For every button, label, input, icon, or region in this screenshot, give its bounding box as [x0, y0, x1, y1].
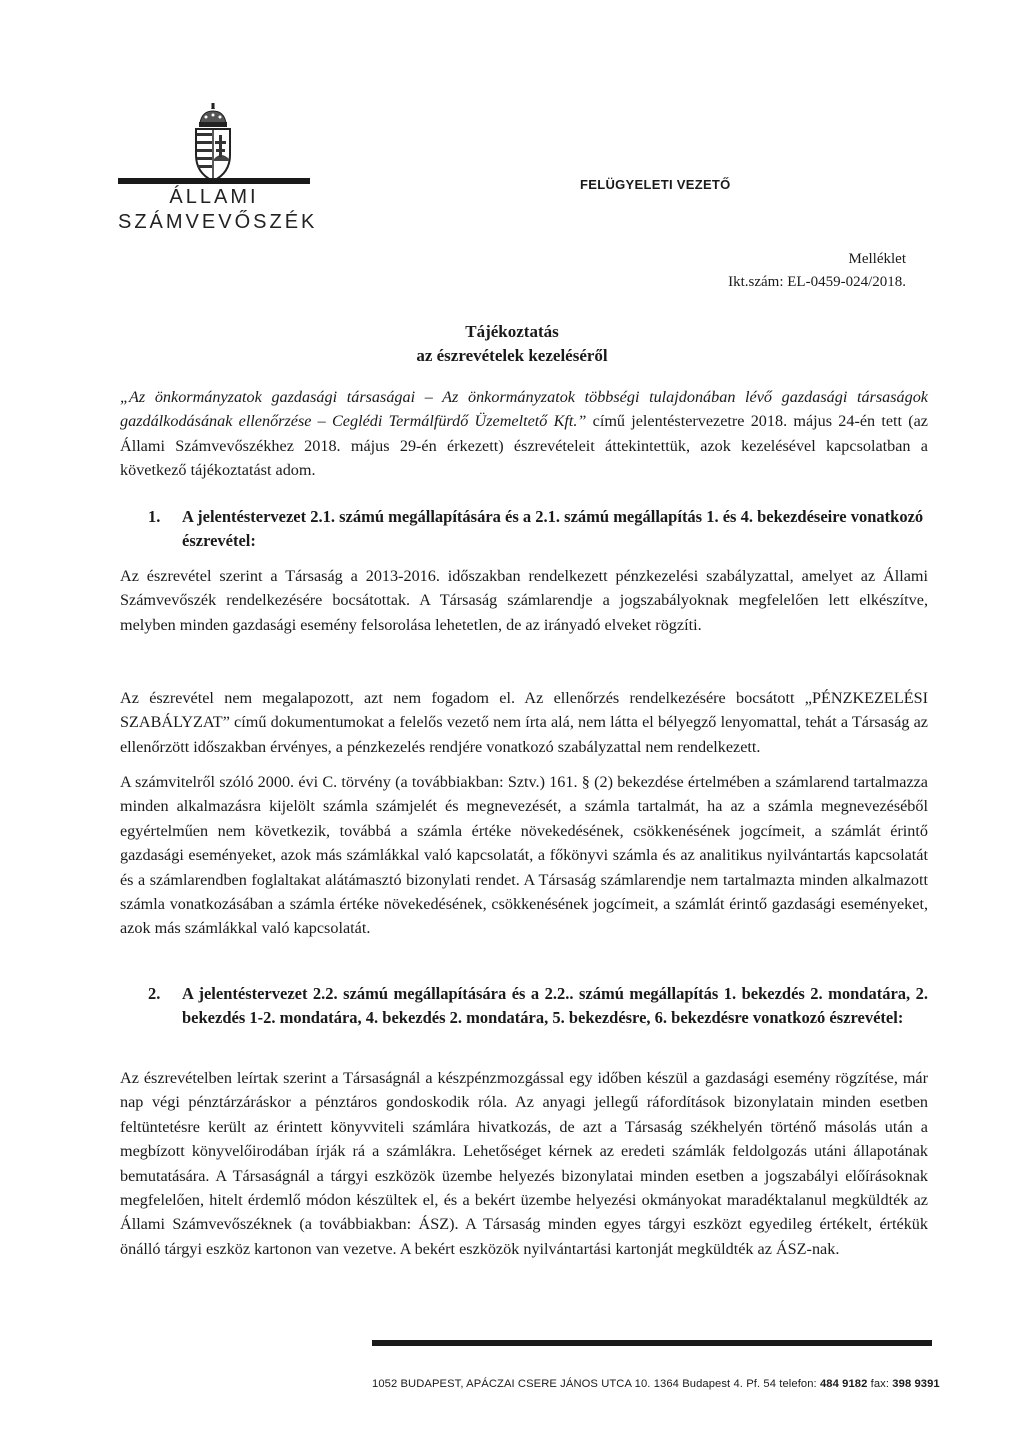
- paragraph-text: Az észrevételben leírtak szerint a Társaságnál a készpénzmozgással egy időben készül a gazdasági esemény rögzítése, már nap végi pénztárzáráskor a pénztáros gondoskodik róla. Az anyagi jellegű ráfordítások bizonylatain minden esetben feltüntetésre került az érintett könyvviteli számlára hivatkozás, de azt a Társaság székhelyén történő másolás után a megbízott könyvelőirodában írják rá a számlákra. Lehetőséget kérnek az eredeti számlák feldolgozás utáni állapotának bemutatására. A Társaságnál a tárgyi eszközök üzembe helyezés bizonylatai minden esetben a jogszabályi előírásoknak megfelelően, hitelt érdemlő módon készültek el, és a bekért üzembe helyezési okmányokat maradéktalanul megküldték az Állami Számvevőszéknek (a továbbiakban: ÁSZ). A Társaság minden egyes tárgyi eszközt egyedileg értékelt, értékük önálló tárgyi eszköz kartonon van vezetve. A bekért eszközök nyilvántartási kartonját megküldték az ÁSZ-nak.: [120, 1069, 928, 1258]
- section-heading-text: A jelentéstervezet 2.2. számú megállapítására és a 2.2.. számú megállapítás 1. bekezdés 2. mondatára, 2. bekezdés 1-2. mondatára, 4. bekezdés 2. mondatára, 5. bekezdésre, 6. bekezdésre vonatkozó észrevétel:: [182, 984, 928, 1027]
- paragraph-text: Az észrevétel nem megalapozott, azt nem fogadom el. Az ellenőrzés rendelkezésére bocsátott „PÉNZKEZELÉSI SZABÁLYZAT” című dokumentumokat a felelős vezető nem írta alá, nem látta el bélyegző lenyomattal, tehát a Társaság az ellenőrzött időszakban érvényes, a pénzkezelés rendjére vonatkozó szabályzattal nem rendelkezett.: [120, 689, 928, 756]
- paragraph-text: Az észrevétel szerint a Társaság a 2013-2016. időszakban rendelkezett pénzkezelési szabályzattal, amelyet az Állami Számvevőszék rendelkezésére bocsátottak. A Társaság számlarendje a jogszabályoknak megfelelően lett elkészítve, melyben minden gazdasági esemény felsorolása lehetetlen, de az irányadó elveket rögzíti.: [120, 567, 928, 634]
- reference-number: Ikt.szám: EL-0459-024/2018.: [728, 274, 906, 290]
- org-name-line1: ÁLLAMI: [169, 186, 259, 208]
- report-title-quote: „Az önkormányzatok gazdasági társaságai – Az önkormányzatok többségi tulajdonában lévő gazdasági társaságok gazdálkodásának ellenőrzése – Ceglédi Termálfürdő Üzemeltető Kft.”: [120, 388, 928, 431]
- section-number: 2.: [148, 984, 161, 1003]
- paragraph-text: A számvitelről szóló 2000. évi C. törvény (a továbbiakban: Sztv.) 161. § (2) bekezdése értelmében a számlarend tartalmazza minden alkalmazásra kijelölt számla számjelét és megnevezését, a számla tartalmát, ha az a számla megnevezéséből egyértelműen nem következik, továbbá a számla értéke növekedésének, csökkenésének jogcímeit, a számlát érintő gazdasági eseményeket, azok más számlákkal való kapcsolatát, a főkönyvi számla és az analitikus nyilvántartás kapcsolatát és a számlarendben foglaltakat alátámasztó bizonylati rendet. A Társaság számlarendje nem tartalmazta minden alkalmazott számla vonatkozásában a számla értéke növekedésének, csökkenésének jogcímeit, a számlát érintő gazdasági eseményeket, azok más számlákkal való kapcsolatát.: [120, 773, 928, 938]
- hungarian-coat-of-arms-icon: [188, 103, 238, 183]
- intro-text: című jelentéstervezetre 2018. május 24-én tett (az Állami Számvevőszékhez 2018. május 29-én érkezett) észrevételeit áttekintettük, azok kezelésével kapcsolatban a következő tájékoztatást adom.: [120, 412, 928, 480]
- section-heading-text: A jelentéstervezet 2.1. számú megállapítására és a 2.1. számú megállapítás 1. és 4. bekezdéseire vonatkozó észrevétel:: [182, 507, 924, 550]
- paragraph: [120, 686, 928, 759]
- attachment-label: Melléklet: [848, 251, 906, 267]
- document-title: Tájékoztatás: [465, 322, 559, 341]
- section-number: 1.: [148, 507, 161, 526]
- paragraph: [120, 1066, 928, 1261]
- footer-address: 1052 BUDAPEST, APÁCZAI CSERE JÁNOS UTCA 10. 1364 Budapest 4. Pf. 54 telefon:: [372, 1378, 820, 1390]
- org-name-line2: SZÁMVEVŐSZÉK: [118, 211, 318, 233]
- footer-fax: 398 9391: [892, 1378, 940, 1390]
- section-2-heading: [148, 982, 928, 1030]
- paragraph: [120, 564, 928, 637]
- footer-contact: [372, 1378, 940, 1390]
- footer-fax-label: fax:: [867, 1378, 893, 1390]
- footer-rule: [372, 1340, 932, 1346]
- section-1-heading: [148, 505, 928, 553]
- signatory-role: FELÜGYELETI VEZETŐ: [580, 177, 731, 192]
- header-rule: [118, 178, 310, 184]
- document-subtitle: az észrevételek kezeléséről: [416, 346, 608, 365]
- intro-paragraph: [120, 385, 928, 483]
- paragraph: [120, 770, 928, 941]
- footer-phone: 484 9182: [819, 1378, 868, 1390]
